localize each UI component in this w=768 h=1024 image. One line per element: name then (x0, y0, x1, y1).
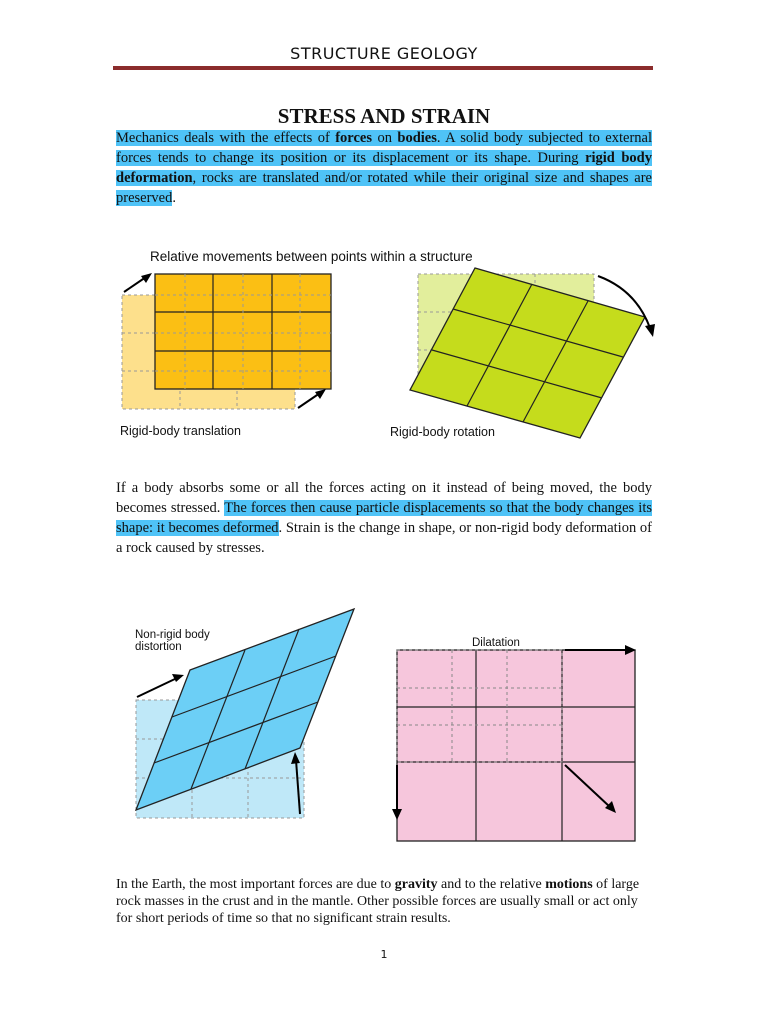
bold-term-motions: motions (545, 877, 593, 892)
running-header: STRUCTURE GEOLOGY (290, 44, 478, 63)
figure-rigid-body-movements (110, 240, 670, 445)
dilatation-expanded-shape (397, 650, 635, 841)
highlighted-text (116, 130, 652, 206)
text-run: . (172, 190, 176, 206)
header-divider (113, 66, 653, 70)
bold-term-bodies: bodies (397, 130, 437, 146)
label-dilatation: Dilatation (472, 637, 520, 649)
text-run: Mechanics deals with the effects of (116, 130, 336, 146)
figure1-title: Relative movements between points within a structure (150, 249, 473, 264)
text-run: and to the relative (437, 877, 546, 892)
label-rigid-body-translation: Rigid-body translation (120, 424, 241, 438)
bold-term-forces: forces (335, 130, 372, 146)
text-run: If a body absorbs some or all the forces acting on it instead of being moved, the body becomes stressed. (116, 480, 652, 516)
label-rigid-body-rotation: Rigid-body rotation (390, 425, 495, 439)
label-non-rigid-line2: distortion (135, 641, 182, 653)
highlighted-text: The forces then cause particle displacements so that the body changes its shape: it becomes deformed (116, 500, 652, 536)
text-run: on (372, 130, 398, 146)
paragraph-earth-forces (116, 876, 652, 927)
text-run: , rocks are translated and/or rotated while their original size and shapes are preserved (116, 170, 652, 206)
translation-moved-shape (155, 274, 331, 389)
label-non-rigid-line1: Non-rigid body (135, 629, 210, 641)
bold-term-rigid-body-deformation: rigid body deformation (116, 150, 652, 186)
figure-distortion-dilatation (110, 600, 650, 850)
text-run: . A solid body subjected to external forces tends to change its position or its displacement or its shape. During (116, 130, 652, 166)
paragraph-stress (116, 478, 652, 558)
page-title: STRESS AND STRAIN (277, 104, 491, 128)
text-run: of large rock masses in the crust and in the mantle. Other possible forces are usually small or act only for short periods of time so that no significant strain results. (116, 877, 640, 926)
paragraph-intro (116, 128, 652, 208)
text-run: . Strain is the change in shape, or non-rigid body deformation of a rock caused by stresses. (116, 520, 652, 556)
page-number: 1 (380, 948, 388, 961)
text-run: In the Earth, the most important forces are due to (116, 877, 395, 892)
bold-term-gravity: gravity (394, 877, 438, 892)
